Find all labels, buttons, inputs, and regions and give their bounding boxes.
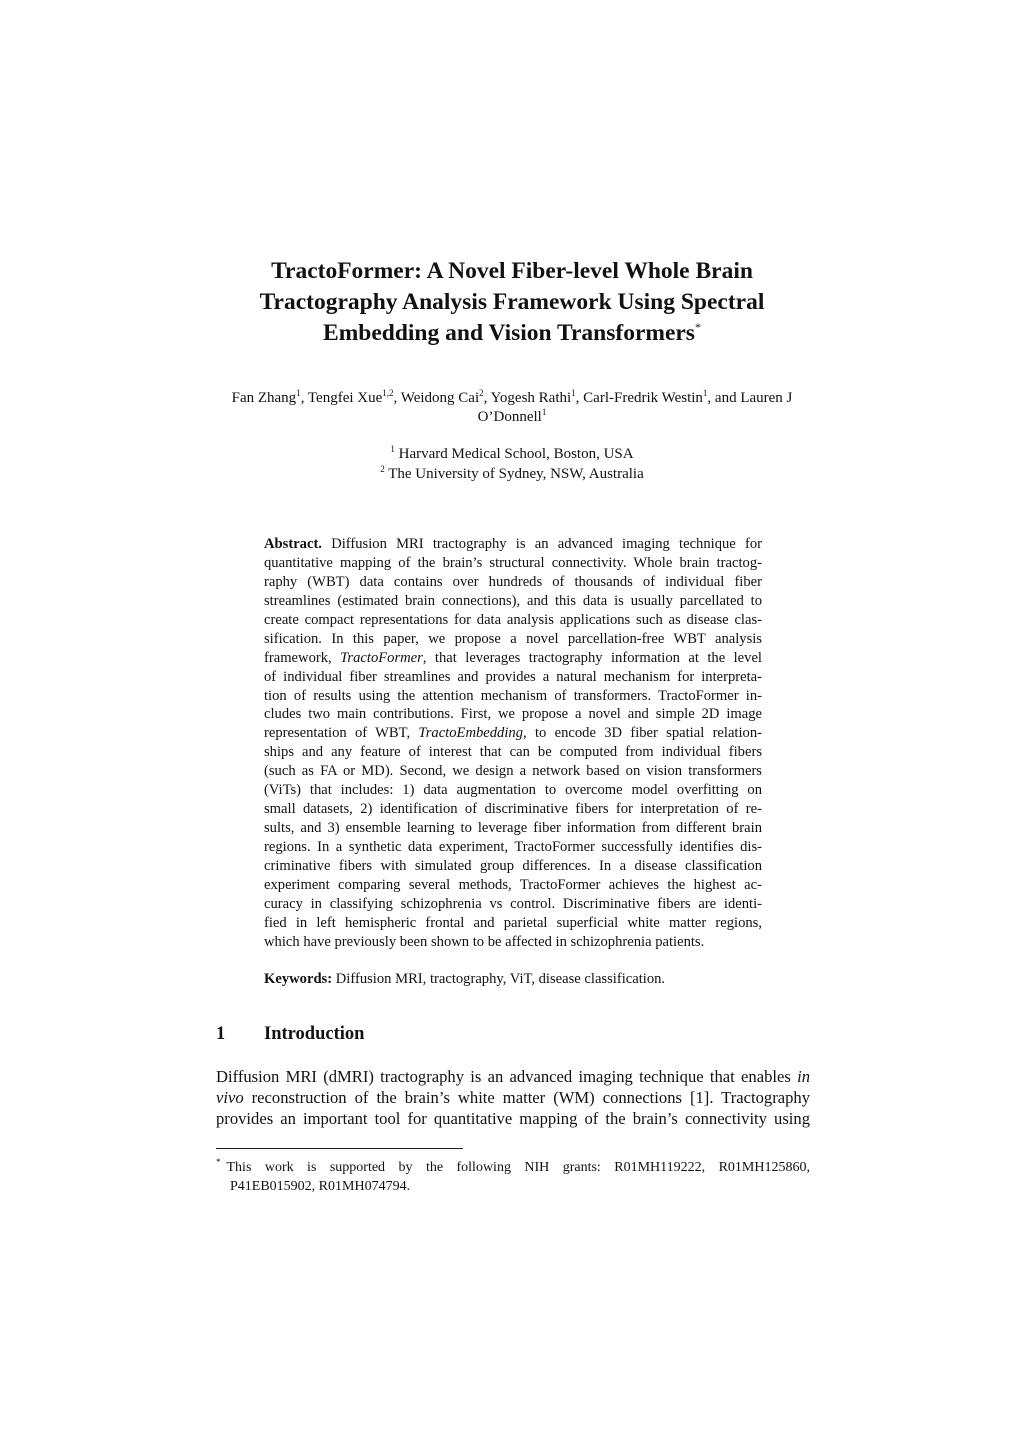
author-affiliation-mark: 1 bbox=[702, 388, 708, 398]
author-separator: , bbox=[393, 390, 401, 406]
abstract-text: , that leverages tractography information at the level bbox=[422, 649, 762, 666]
abstract-line: quantitative mapping of the brain’s structural connectivity. Whole brain tractog- bbox=[264, 554, 762, 571]
affiliation-number: 2 bbox=[380, 463, 385, 474]
author-name: Yogesh Rathi bbox=[490, 390, 572, 406]
abstract-line bbox=[264, 535, 762, 554]
affiliation bbox=[0, 465, 1024, 485]
abstract-line: cludes two main contributions. First, we propose a novel and simple 2D image bbox=[264, 706, 762, 723]
abstract bbox=[264, 535, 762, 952]
body-text: Diffusion MRI (dMRI) tractography is an advanced imaging technique that enables bbox=[216, 1067, 798, 1086]
abstract-line bbox=[264, 724, 762, 743]
abstract-line: create compact representations for data analysis applications such as disease clas- bbox=[264, 611, 762, 628]
abstract-line: experiment comparing several methods, TractoFormer achieves the highest ac- bbox=[264, 876, 762, 893]
author-name: Tengfei Xue bbox=[307, 390, 383, 406]
intro-paragraph bbox=[216, 1066, 810, 1129]
body-italic: vivo bbox=[216, 1088, 244, 1107]
body-line bbox=[216, 1066, 810, 1087]
abstract-line: raphy (WBT) data contains over hundreds of thousands of individual fiber bbox=[264, 573, 762, 590]
keywords-text: Diffusion MRI, tractography, ViT, disease classification. bbox=[335, 971, 666, 987]
author-separator: , bbox=[575, 390, 584, 406]
abstract-line: small datasets, 2) identification of discriminative fibers for interpretation of re- bbox=[264, 801, 762, 818]
body-line bbox=[216, 1087, 810, 1108]
affiliation bbox=[0, 445, 1024, 465]
author-name: Fan Zhang bbox=[231, 390, 297, 406]
affiliation-list bbox=[0, 445, 1024, 484]
title-footnote-mark: * bbox=[694, 320, 701, 335]
abstract-line: (ViTs) that includes: 1) data augmentation to overcome model overfitting on bbox=[264, 782, 762, 799]
abstract-line: sults, and 3) ensemble learning to leverage fiber information from different brain bbox=[264, 820, 762, 837]
abstract-line: regions. In a synthetic data experiment, TractoFormer successfully identifies dis- bbox=[264, 839, 762, 855]
title-line-text: Embedding and Vision Transformers bbox=[323, 320, 695, 346]
footnote-line bbox=[216, 1159, 810, 1178]
abstract-line: fied in left hemispheric frontal and parietal superficial white matter regions, bbox=[264, 914, 762, 931]
method-name: TractoFormer bbox=[340, 649, 423, 666]
abstract-text: framework, bbox=[264, 649, 341, 666]
body-line: provides an important tool for quantitative mapping of the brain’s connectivity using bbox=[216, 1109, 810, 1128]
abstract-label: Abstract. bbox=[264, 536, 322, 552]
abstract-text: Diffusion MRI tractography is an advanced imaging technique for bbox=[331, 536, 763, 552]
section-heading bbox=[216, 1023, 816, 1045]
abstract-line: curacy in classifying schizophrenia vs control. Discriminative fibers are identi- bbox=[264, 895, 762, 912]
abstract-line: tion of results using the attention mechanism of transformers. TractoFormer in- bbox=[264, 687, 762, 704]
author-affiliation-mark: 1 bbox=[296, 388, 301, 398]
abstract-line: of individual fiber streamlines and provides a natural mechanism for interpreta- bbox=[264, 668, 762, 685]
section-title: Introduction bbox=[264, 1024, 365, 1044]
title-line: TractoFormer: A Novel Fiber-level Whole Brain bbox=[271, 258, 753, 284]
author-list bbox=[210, 389, 814, 427]
section-number: 1 bbox=[216, 1024, 226, 1044]
title-line bbox=[0, 318, 1024, 349]
author-name: Lauren J O’Donnell bbox=[477, 390, 793, 425]
paper-title bbox=[0, 256, 1024, 349]
keywords bbox=[264, 970, 762, 989]
abstract-line: (such as FA or MD). Second, we design a network based on vision transformers bbox=[264, 763, 762, 780]
abstract-line: streamlines (estimated brain connections), and this data is usually parcellated to bbox=[264, 592, 762, 609]
footnote-mark: * bbox=[216, 1157, 221, 1168]
abstract-text: , to encode 3D fiber spatial relation- bbox=[523, 725, 762, 742]
method-name: TractoEmbedding bbox=[418, 725, 524, 742]
keywords-label: Keywords: bbox=[264, 971, 333, 987]
author-affiliation-mark: 1 bbox=[571, 388, 576, 398]
author-affiliation-mark: 2 bbox=[479, 388, 484, 398]
body-italic: in bbox=[797, 1067, 810, 1086]
author-separator: , and bbox=[707, 390, 741, 406]
author-affiliation-mark: 1,2 bbox=[382, 388, 394, 398]
abstract-line: ships and any feature of interest that can be computed from individual fibers bbox=[264, 744, 762, 761]
author-separator: , bbox=[300, 390, 308, 406]
abstract-line: sification. In this paper, we propose a novel parcellation-free WBT analysis bbox=[264, 630, 762, 647]
affiliation-text: The University of Sydney, NSW, Australia bbox=[388, 465, 644, 482]
abstract-line bbox=[264, 649, 762, 668]
footnote-divider bbox=[216, 1148, 463, 1149]
affiliation-number: 1 bbox=[390, 444, 395, 454]
footnote-text: This work is supported by the following NIH grants: R01MH119222, R01MH125860, bbox=[226, 1160, 810, 1175]
abstract-line: which have previously been shown to be affected in schizophrenia patients. bbox=[264, 933, 705, 950]
footnote-line: P41EB015902, R01MH074794. bbox=[230, 1178, 411, 1194]
abstract-line: criminative fibers with simulated group differences. In a disease classification bbox=[264, 857, 762, 874]
abstract-text: representation of WBT, bbox=[264, 725, 419, 742]
author-affiliation-mark: 1 bbox=[541, 407, 547, 417]
body-text: reconstruction of the brain’s white matter (WM) connections [1]. Tractography bbox=[243, 1088, 810, 1107]
author-name: Weidong Cai bbox=[400, 390, 480, 406]
title-line: Tractography Analysis Framework Using Spectral bbox=[259, 289, 765, 315]
author-name: Carl-Fredrik Westin bbox=[583, 390, 703, 406]
affiliation-text: Harvard Medical School, Boston, USA bbox=[398, 446, 634, 462]
author-separator: , bbox=[483, 390, 491, 406]
footnote bbox=[216, 1159, 810, 1196]
